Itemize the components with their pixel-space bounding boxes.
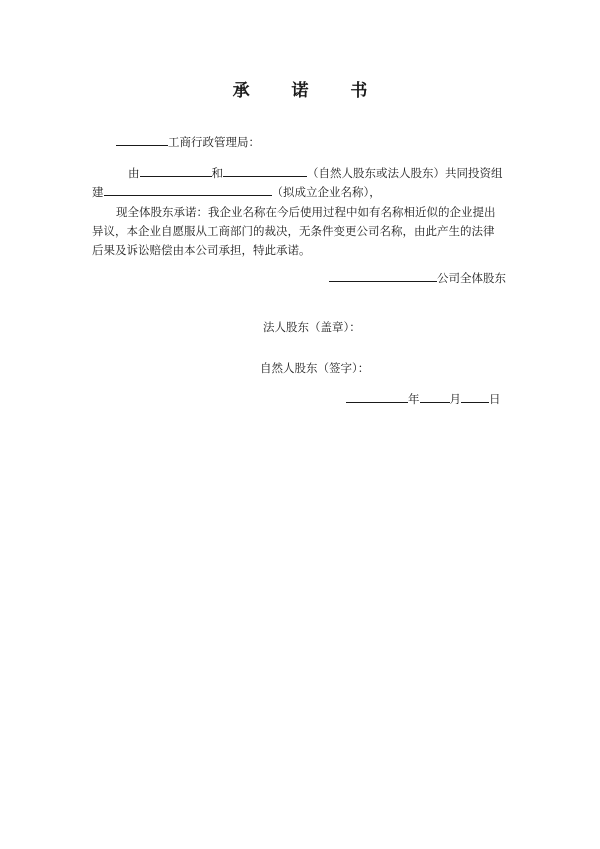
para2-line1: 现全体股东承诺：我企业名称在今后使用过程中如有名称相近似的企业提出 [116, 205, 496, 219]
legal-person-sign-label: 法人股东（盖章）： [263, 320, 361, 334]
month-label: 月 [449, 392, 461, 406]
company-blank [329, 268, 437, 282]
date-line [346, 388, 501, 410]
para1-suffix: （自然人股东或法人股东）共同投资组 [307, 166, 503, 180]
company-name-blank [104, 182, 272, 196]
all-shareholders-label: 公司全体股东 [437, 271, 506, 285]
day-blank [461, 389, 489, 403]
para1-and: 和 [211, 166, 223, 180]
para1-line2-prefix: 建 [92, 185, 104, 199]
para1-prefix: 由 [128, 166, 140, 180]
shareholder-b-blank [223, 163, 307, 177]
para1-line2-suffix: （拟成立企业名称）， [271, 185, 381, 199]
all-shareholders-line [329, 267, 506, 289]
authority-blank [116, 132, 168, 146]
para2-line2: 异议，本企业自愿服从工商部门的裁决，无条件变更公司名称，由此产生的法律 [92, 224, 495, 238]
day-label: 日 [489, 392, 501, 406]
addressee-suffix: 工商行政管理局： [168, 135, 260, 149]
year-label: 年 [408, 392, 420, 406]
shareholder-a-blank [140, 163, 212, 177]
addressee-line [116, 131, 260, 153]
natural-person-sign-label: 自然人股东（签字）： [260, 361, 370, 375]
year-blank [346, 389, 408, 403]
para1-line2 [92, 181, 381, 203]
month-blank [420, 389, 450, 403]
para2-line3: 后果及诉讼赔偿由本公司承担，特此承诺。 [92, 243, 311, 257]
document-title: 承 诺 书 [232, 81, 386, 101]
